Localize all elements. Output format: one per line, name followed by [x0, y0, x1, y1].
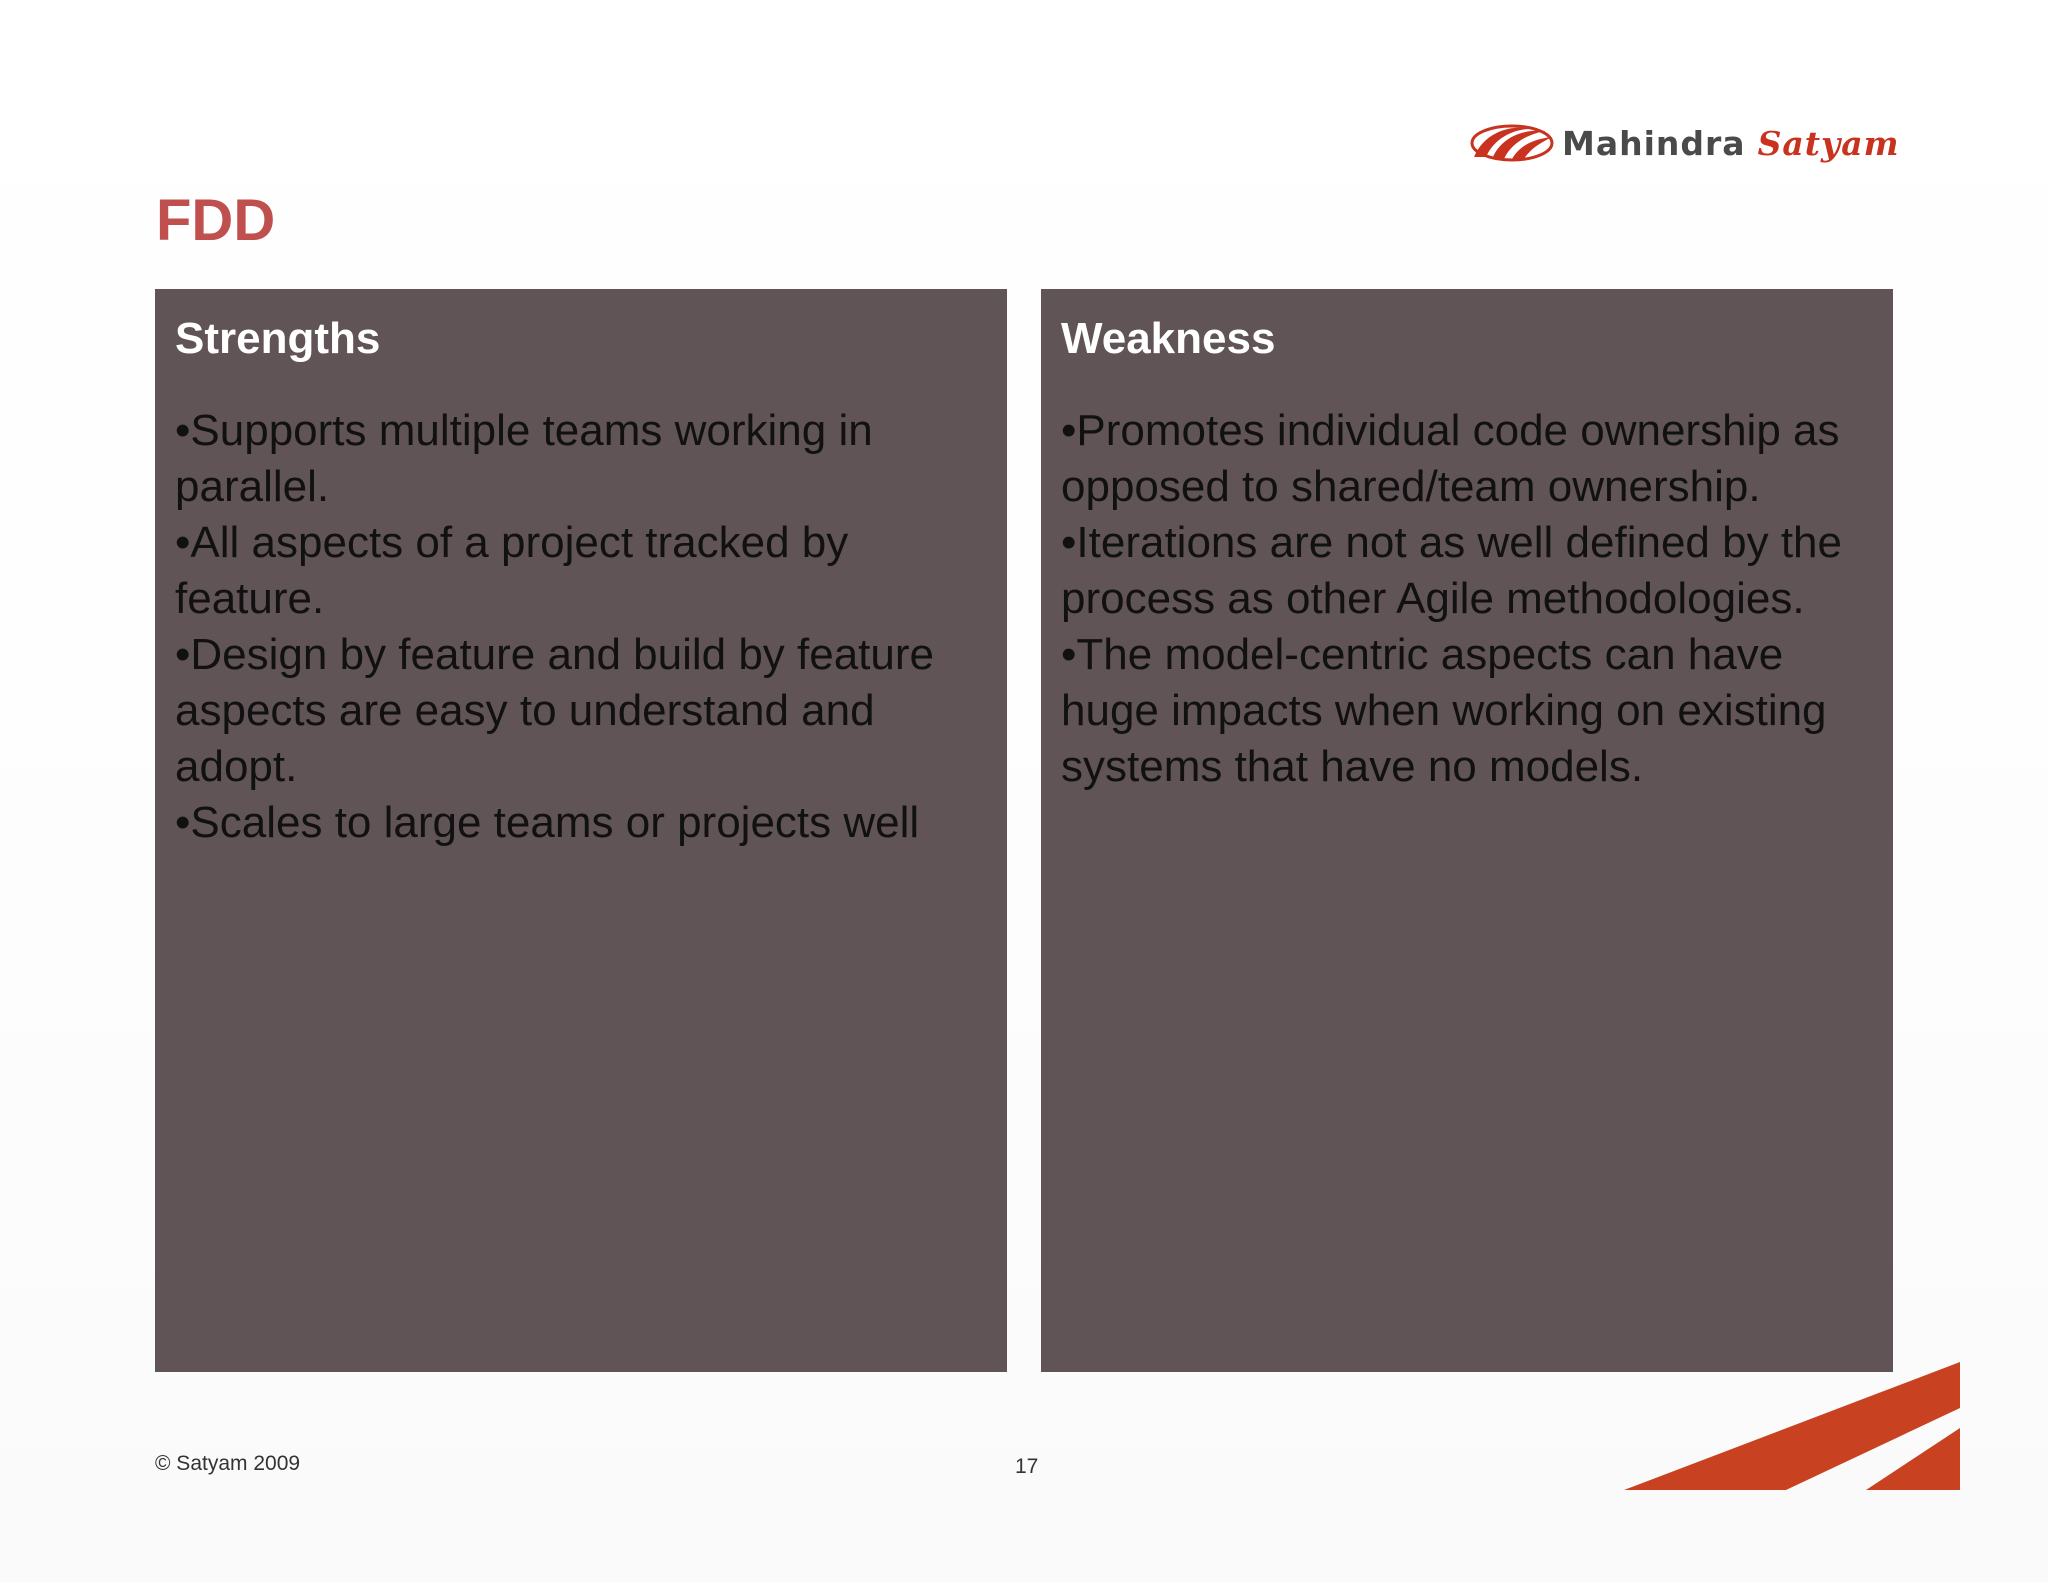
- list-item: •Iterations are not as well defined by the process as other Agile methodologies.: [1061, 518, 1842, 623]
- list-item: •The model-centric aspects can have huge impacts when working on existing systems that have no models.: [1061, 630, 1827, 791]
- weakness-heading: Weakness: [1061, 314, 1276, 363]
- mahindra-wings-icon: [1468, 121, 1554, 165]
- diagonal-stripes-icon: [1620, 1362, 1960, 1494]
- copyright-text: © Satyam 2009: [155, 1452, 301, 1475]
- strengths-heading: Strengths: [175, 314, 381, 363]
- page-number: 17: [1015, 1455, 1039, 1478]
- list-item: •Supports multiple teams working in parallel.: [175, 406, 873, 511]
- strengths-list: [175, 403, 987, 851]
- list-item: •Promotes individual code ownership as opposed to shared/team ownership.: [1061, 406, 1840, 511]
- list-item: •Design by feature and build by feature aspects are easy to understand and adopt.: [175, 630, 934, 791]
- weakness-panel: [1041, 289, 1893, 1372]
- logo-text-mahindra: Mahindra: [1562, 123, 1746, 163]
- list-item: •Scales to large teams or projects well: [175, 798, 920, 847]
- slide-title: FDD: [156, 188, 276, 253]
- weakness-list: [1061, 403, 1873, 795]
- logo-text-satyam: Satyam: [1757, 123, 1900, 163]
- company-logo: [1468, 118, 1898, 168]
- list-item: •All aspects of a project tracked by feature.: [175, 518, 849, 623]
- strengths-panel: [155, 289, 1007, 1372]
